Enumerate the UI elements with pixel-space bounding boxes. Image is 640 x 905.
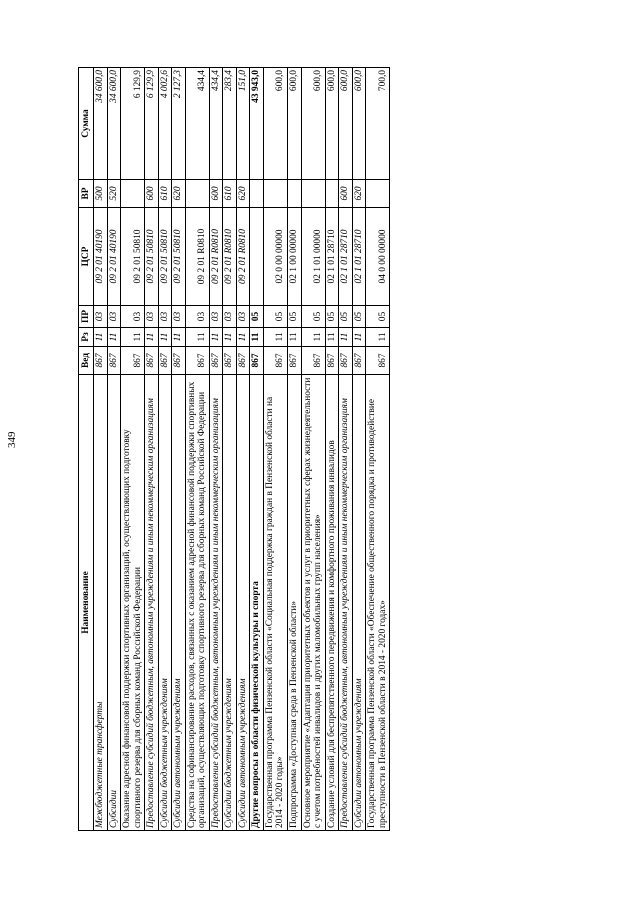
cell-pr: 05 [339,306,353,328]
table-row [209,68,223,831]
cell-rz: 11 [352,328,366,347]
cell-ved: 867 [287,347,301,375]
header-ved: Вед [79,347,94,375]
cell-sum: 434,4 [185,68,209,180]
cell-csr: 04 0 00 00000 [366,208,390,306]
cell-name: Государственная программа Пензенской области «Социальная поддержка граждан в Пензенской области на 2014 - 2020 годы» [263,375,287,831]
cell-rz: 11 [209,328,223,347]
cell-rz: 11 [94,328,108,347]
table-row [94,68,108,831]
cell-rz: 11 [325,328,339,347]
cell-vr: 520 [107,180,121,208]
cell-sum: 34 600,0 [107,68,121,180]
cell-ved: 867 [325,347,339,375]
cell-name: Предоставление субсидий бюджетным, автономным учреждениям и иным некоммерческим организациям [145,375,159,831]
cell-ved: 867 [158,347,172,375]
rotated-table-wrapper [78,68,580,831]
cell-rz: 11 [339,328,353,347]
cell-pr: 03 [158,306,172,328]
cell-vr: 600 [209,180,223,208]
table-row [107,68,121,831]
table-row [352,68,366,831]
cell-ved: 867 [263,347,287,375]
table-row [339,68,353,831]
cell-csr: 02 1 01 28710 [352,208,366,306]
cell-pr: 03 [209,306,223,328]
cell-ved: 867 [236,347,250,375]
cell-pr: 05 [250,306,264,328]
header-csr: ЦСР [79,208,94,306]
table-row [158,68,172,831]
cell-rz: 11 [158,328,172,347]
cell-sum: 600,0 [301,68,325,180]
cell-vr [301,180,325,208]
cell-csr: 09 2 01 R0810 [185,208,209,306]
cell-vr: 620 [172,180,186,208]
cell-pr: 05 [287,306,301,328]
header-vr: ВР [79,180,94,208]
cell-vr [287,180,301,208]
cell-vr: 620 [352,180,366,208]
cell-sum: 434,4 [209,68,223,180]
cell-csr: 09 2 01 40190 [107,208,121,306]
cell-name: Основное мероприятие «Адаптация приоритетных объектов и услуг в приоритетных сферах жизнедеятельности с учетом потребностей инвалидов и других маломобильных групп населения» [301,375,325,831]
cell-name: Подпрограмма «Доступная среда в Пензенской области» [287,375,301,831]
cell-csr: 02 1 01 00000 [301,208,325,306]
cell-sum: 600,0 [339,68,353,180]
cell-pr: 05 [325,306,339,328]
cell-sum: 600,0 [325,68,339,180]
cell-rz: 11 [263,328,287,347]
cell-ved: 867 [107,347,121,375]
cell-vr: 620 [236,180,250,208]
cell-vr [185,180,209,208]
cell-vr [263,180,287,208]
header-sum: Сумма [79,68,94,180]
cell-csr: 02 1 01 28710 [325,208,339,306]
table-row [366,68,390,831]
cell-name: Предоставление субсидий бюджетным, автономным учреждениям и иным некоммерческим организациям [209,375,223,831]
cell-pr: 03 [172,306,186,328]
table-row [172,68,186,831]
table-row [185,68,209,831]
cell-pr: 05 [366,306,390,328]
table-row [121,68,145,831]
cell-ved: 867 [185,347,209,375]
cell-rz: 11 [236,328,250,347]
cell-rz: 11 [301,328,325,347]
cell-csr [250,208,264,306]
cell-sum: 43 943,0 [250,68,264,180]
cell-name: Государственная программа Пензенской области «Обеспечение общественного порядка и противодействие преступности в Пензенской области в 2014 - 2020 годах» [366,375,390,831]
cell-name: Субсидии автономным учреждениям [172,375,186,831]
cell-ved: 867 [301,347,325,375]
cell-vr: 600 [339,180,353,208]
cell-pr: 03 [223,306,237,328]
cell-ved: 867 [94,347,108,375]
cell-vr: 500 [94,180,108,208]
table-body [94,68,390,831]
cell-sum: 34 600,0 [94,68,108,180]
cell-name: Субсидии автономным учреждениям [352,375,366,831]
page-number: 349 [6,431,18,448]
cell-pr: 05 [301,306,325,328]
cell-csr: 09 2 01 50810 [145,208,159,306]
cell-ved: 867 [352,347,366,375]
cell-rz: 11 [145,328,159,347]
cell-pr: 03 [94,306,108,328]
cell-name: Субсидии бюджетным учреждениям [158,375,172,831]
cell-vr [250,180,264,208]
cell-sum: 6 129,9 [121,68,145,180]
cell-rz: 11 [107,328,121,347]
cell-rz: 11 [172,328,186,347]
cell-vr: 610 [223,180,237,208]
header-pr: ПР [79,306,94,328]
table-row [236,68,250,831]
cell-name: Оказание адресной финансовой поддержки спортивных организаций, осуществляющих подготовку спортивного резерва для сборных команд Российской Федерации [121,375,145,831]
cell-sum: 600,0 [263,68,287,180]
cell-ved: 867 [209,347,223,375]
table-row [250,68,264,831]
cell-ved: 867 [223,347,237,375]
cell-csr: 02 1 00 00000 [287,208,301,306]
cell-vr [121,180,145,208]
table-row [287,68,301,831]
cell-sum: 600,0 [287,68,301,180]
cell-csr: 09 2 01 R0810 [223,208,237,306]
table-row [301,68,325,831]
cell-vr [325,180,339,208]
cell-csr: 02 1 01 28710 [339,208,353,306]
cell-csr: 02 0 00 00000 [263,208,287,306]
cell-sum: 283,4 [223,68,237,180]
cell-vr [366,180,390,208]
budget-table [78,67,390,831]
cell-pr: 03 [145,306,159,328]
cell-ved: 867 [121,347,145,375]
table-row [145,68,159,831]
cell-csr: 09 2 01 R0810 [236,208,250,306]
cell-csr: 09 2 01 50810 [158,208,172,306]
cell-rz: 11 [250,328,264,347]
cell-rz: 11 [185,328,209,347]
cell-sum: 4 002,6 [158,68,172,180]
cell-ved: 867 [250,347,264,375]
cell-csr: 09 2 01 50810 [172,208,186,306]
table-row [325,68,339,831]
cell-csr: 09 2 01 40190 [94,208,108,306]
cell-pr: 05 [263,306,287,328]
cell-pr: 03 [185,306,209,328]
cell-vr: 600 [145,180,159,208]
cell-pr: 05 [352,306,366,328]
cell-name: Межбюджетные трансферты [94,375,108,831]
header-name: Наименование [79,375,94,831]
cell-sum: 600,0 [352,68,366,180]
cell-pr: 03 [236,306,250,328]
cell-ved: 867 [145,347,159,375]
cell-ved: 867 [366,347,390,375]
table-row [263,68,287,831]
cell-pr: 03 [121,306,145,328]
cell-rz: 11 [121,328,145,347]
cell-sum: 2 127,3 [172,68,186,180]
cell-csr: 09 2 01 R0810 [209,208,223,306]
cell-ved: 867 [339,347,353,375]
cell-ved: 867 [172,347,186,375]
cell-name: Средства на софинансирование расходов, связанных с оказанием адресной финансовой поддержки спортивных организаций, осуществляющих подготовку спортивного резерва для сборных команд Российской Федерации [185,375,209,831]
cell-rz: 11 [366,328,390,347]
cell-name: Создание условий для беспрепятственного передвижения и комфортного проживания инвалидов [325,375,339,831]
cell-pr: 03 [107,306,121,328]
table-row [223,68,237,831]
cell-sum: 700,0 [366,68,390,180]
cell-sum: 6 129,9 [145,68,159,180]
cell-vr: 610 [158,180,172,208]
cell-rz: 11 [287,328,301,347]
cell-sum: 151,0 [236,68,250,180]
cell-name: Предоставление субсидий бюджетным, автономным учреждениям и иным некоммерческим организациям [339,375,353,831]
cell-name: Субсидии [107,375,121,831]
cell-name: Субсидии бюджетным учреждениям [223,375,237,831]
cell-rz: 11 [223,328,237,347]
cell-name: Субсидии автономным учреждениям [236,375,250,831]
cell-name: Другие вопросы в области физической культуры и спорта [250,375,264,831]
cell-csr: 09 2 01 50810 [121,208,145,306]
header-rz: Рз [79,328,94,347]
table-header-row [79,68,94,831]
